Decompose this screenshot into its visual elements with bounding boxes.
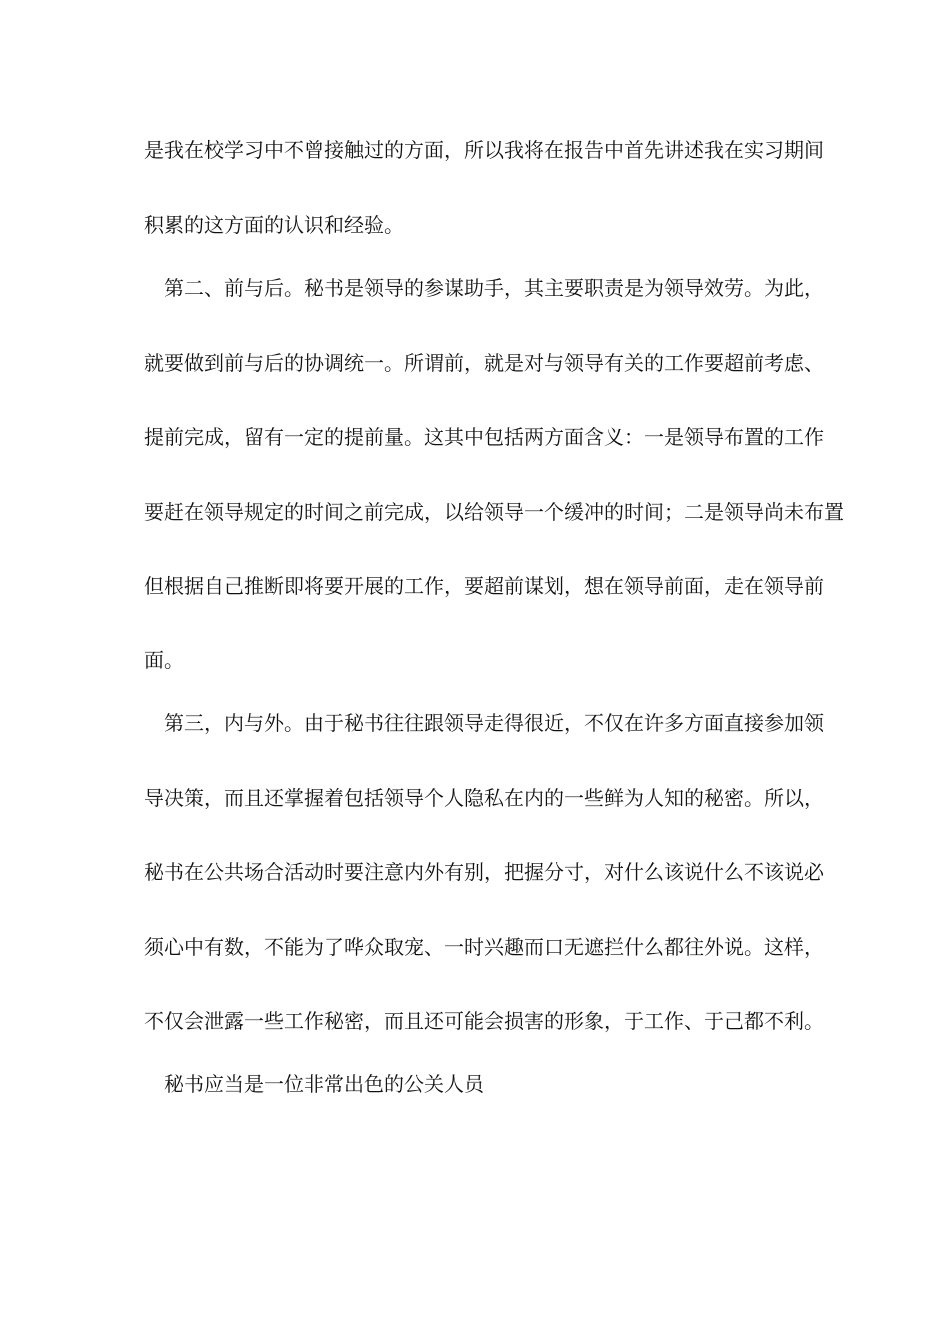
paragraph-start-line: 第三，内与外。由于秘书往往跟领导走得很近，不仅在许多方面直接参加领 bbox=[164, 711, 824, 735]
text-line: 是我在校学习中不曾接触过的方面，所以我将在报告中首先讲述我在实习期间 bbox=[144, 138, 824, 162]
text-line: 秘书在公共场合活动时要注意内外有别，把握分寸，对什么该说什么不该说必 bbox=[144, 860, 824, 884]
text-line: 不仅会泄露一些工作秘密，而且还可能会损害的形象，于工作、于己都不利。 bbox=[144, 1009, 824, 1033]
text-line: 要赶在领导规定的时间之前完成，以给领导一个缓冲的时间；二是领导尚未布置 bbox=[144, 500, 844, 524]
text-line: 须心中有数，不能为了哗众取宠、一时兴趣而口无遮拦什么都往外说。这样， bbox=[144, 935, 824, 959]
text-line: 导决策，而且还掌握着包括领导个人隐私在内的一些鲜为人知的秘密。所以， bbox=[144, 786, 824, 810]
text-line: 积累的这方面的认识和经验。 bbox=[144, 213, 404, 237]
text-line: 就要做到前与后的协调统一。所谓前，就是对与领导有关的工作要超前考虑、 bbox=[144, 351, 824, 375]
text-line: 但根据自己推断即将要开展的工作，要超前谋划，想在领导前面，走在领导前 bbox=[144, 574, 824, 598]
paragraph-start-line: 第二、前与后。秘书是领导的参谋助手，其主要职责是为领导效劳。为此， bbox=[164, 276, 824, 300]
paragraph-start-line: 秘书应当是一位非常出色的公关人员 bbox=[164, 1072, 484, 1096]
text-line: 提前完成，留有一定的提前量。这其中包括两方面含义：一是领导布置的工作 bbox=[144, 425, 824, 449]
text-line: 面。 bbox=[144, 648, 184, 672]
